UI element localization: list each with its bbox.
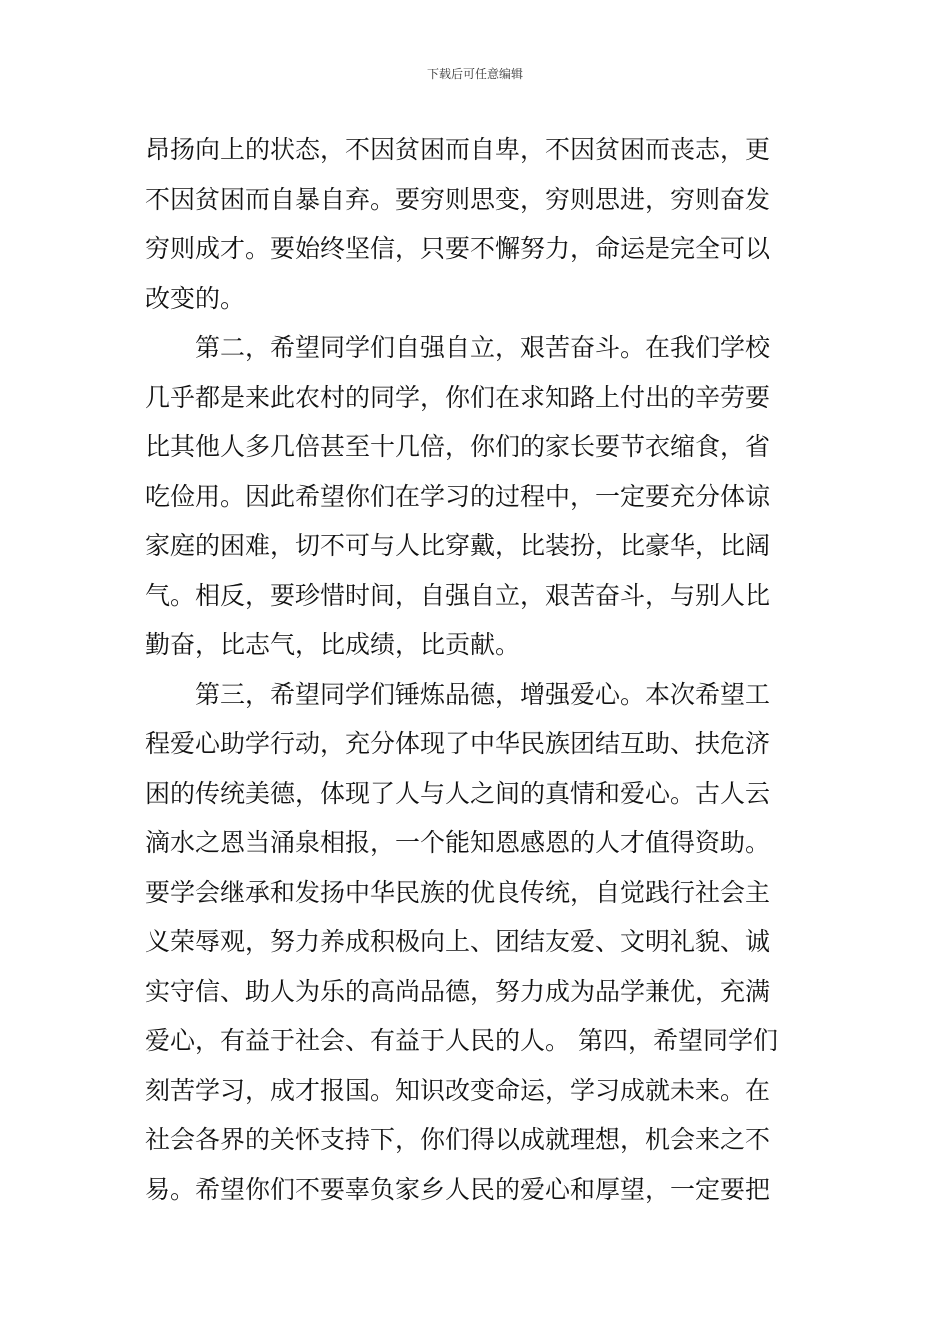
text-line: 第三，希望同学们锤炼品德，增强爱心。本次希望工 <box>145 679 771 709</box>
text-line: 刻苦学习，成才报国。知识改变命运，学习成就未来。在 <box>145 1075 771 1105</box>
text-line: 家庭的困难，切不可与人比穿戴，比装扮，比豪华，比阔 <box>145 531 771 560</box>
text-line: 昂扬向上的状态，不因贫困而自卑，不因贫困而丧志，更 <box>145 135 771 164</box>
document-body <box>145 125 807 1214</box>
text-line: 吃俭用。因此希望你们在学习的过程中，一定要充分体谅 <box>145 481 771 511</box>
text-line: 程爱心助学行动，充分体现了中华民族团结互助、扶危济 <box>145 729 771 758</box>
text-line: 几乎都是来此农村的同学，你们在求知路上付出的辛劳要 <box>145 382 771 412</box>
text-line: 实守信、助人为乐的高尚品德，努力成为品学兼优，充满 <box>145 976 771 1006</box>
text-line: 第二，希望同学们自强自立，艰苦奋斗。在我们学校 <box>145 333 771 362</box>
text-line: 气。相反，要珍惜时间，自强自立，艰苦奋斗，与别人比 <box>145 580 771 610</box>
text-line: 滴水之恩当涌泉相报，一个能知恩感恩的人才值得资助。 <box>145 828 771 857</box>
text-line: 社会各界的关怀支持下，你们得以成就理想，机会来之不 <box>145 1125 771 1154</box>
text-line: 义荣辱观，努力养成积极向上、团结友爱、文明礼貌、诚 <box>145 927 771 956</box>
text-line: 穷则成才。要始终坚信，只要不懈努力，命运是完全可以 <box>145 234 771 263</box>
text-line: 勤奋，比志气，比成绩，比贡献。 <box>145 630 521 659</box>
text-line: 比其他人多几倍甚至十几倍，你们的家长要节衣缩食，省 <box>145 432 771 461</box>
page-header: 下载后可任意编辑 <box>426 67 523 81</box>
text-line: 困的传统美德，体现了人与人之间的真情和爱心。古人云 <box>145 778 771 808</box>
text-line: 改变的。 <box>145 283 246 313</box>
text-line: 要学会继承和发扬中华民族的优良传统，自觉践行社会主 <box>145 877 771 907</box>
text-line: 易。希望你们不要辜负家乡人民的爱心和厚望，一定要把 <box>145 1174 771 1204</box>
text-line: 爱心，有益于社会、有益于人民的人。 第四，希望同学们 <box>145 1026 778 1055</box>
text-line: 不因贫困而自暴自弃。要穷则思变，穷则思进，穷则奋发 <box>145 184 771 214</box>
